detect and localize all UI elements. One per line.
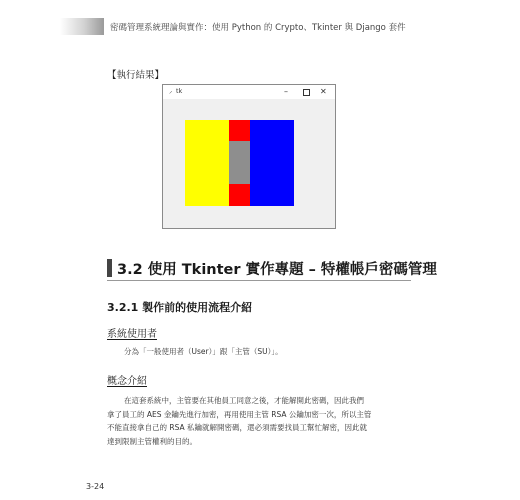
feather-icon: ⸝ <box>169 87 173 95</box>
section-title: 3.2 使用 Tkinter 實作專題 – 特權帳戶密碼管理 <box>117 262 437 278</box>
running-head: 密碼管理系統理論與實作：使用 Python 的 Crypto、Tkinter 與 Django 套件 <box>110 23 406 33</box>
close-icon: ✕ <box>320 87 327 96</box>
concept-line: 拿了員工的 AES 金鑰先進行加密，再用使用主管 RSA 公鑰加密一次，所以主管 <box>107 409 372 419</box>
tk-titlebar <box>163 85 335 99</box>
system-users-text: 分為「一般使用者（User）」跟「主管（SU）」。 <box>124 347 283 356</box>
concept-heading: 概念介紹 <box>107 376 147 387</box>
yellow-rectangle <box>185 120 229 206</box>
minimize-icon: – <box>284 87 288 96</box>
concept-line: 在這套系統中，主管要在其他員工同意之後，才能解開此密碼，因此我們 <box>124 396 364 405</box>
maximize-icon <box>303 89 310 96</box>
gray-rectangle <box>229 141 250 184</box>
header-gradient-band <box>60 18 104 35</box>
section-marker-bar <box>107 259 112 277</box>
page-number: 3-24 <box>86 482 105 491</box>
execution-result-label: 【執行結果】 <box>107 70 165 81</box>
tk-window-title: tk <box>176 87 183 95</box>
concept-line: 不能直接拿自己的 RSA 私鑰就解開密碼，還必須需要找員工幫忙解密，因此就 <box>107 423 368 432</box>
blue-rectangle <box>250 120 294 206</box>
system-users-heading: 系統使用者 <box>107 329 157 340</box>
concept-paragraph <box>107 394 407 448</box>
section-divider <box>107 280 411 281</box>
subsection-title: 3.2.1 製作前的使用流程介紹 <box>107 301 253 314</box>
concept-line: 達到限制主管權利的目的。 <box>107 436 197 446</box>
